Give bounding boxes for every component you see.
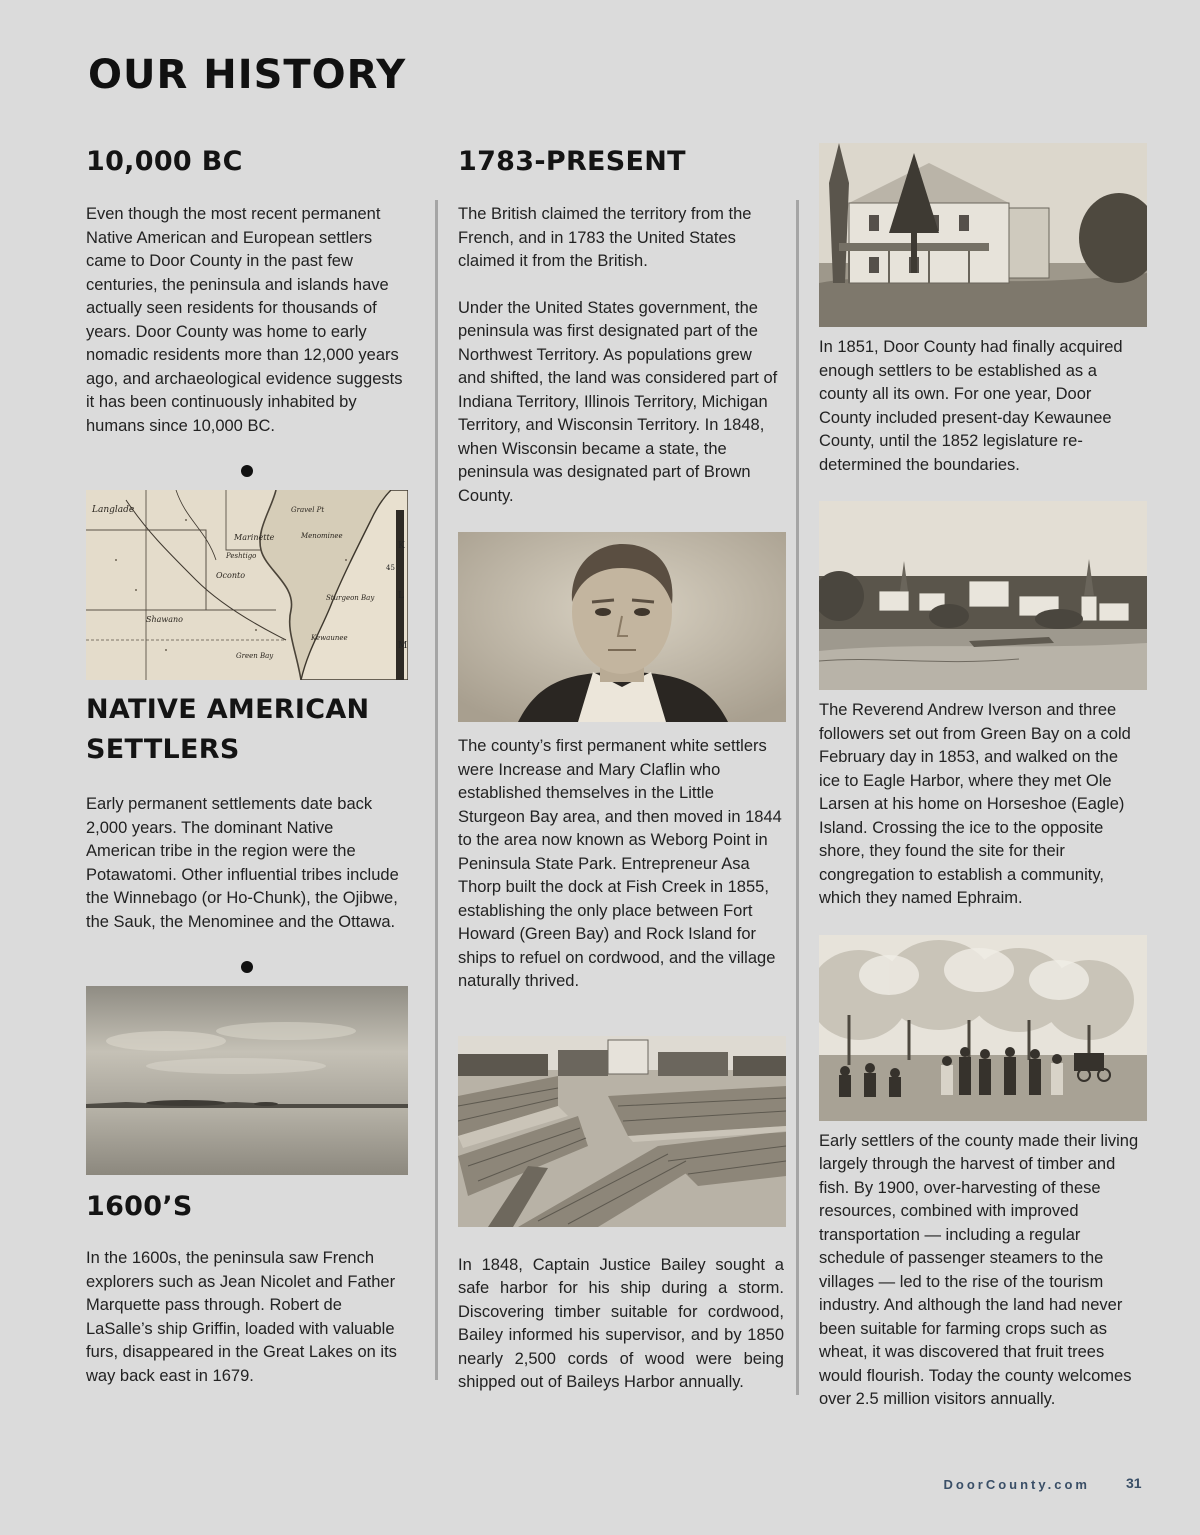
footer-website[interactable]: DoorCounty.com: [943, 1477, 1090, 1492]
page-title: OUR HISTORY: [88, 52, 407, 98]
lake-shore-photo: [86, 986, 408, 1175]
claflin-portrait-photo: [458, 532, 786, 722]
map-label: Gravel Pt: [291, 506, 325, 514]
caption-bailey: In 1848, Captain Justice Bailey sought a safe harbor for his ship during a storm. Discovering timber suitable for cordwood, Bailey informed his supervisor, and by 1850 nearly 2,500 cords of wood were being shipped out of Baileys Harbor annually.: [458, 1255, 784, 1391]
heading-line: NATIVE AMERICAN: [86, 694, 370, 725]
map-label: Peshtigo: [226, 552, 257, 560]
caption-claflin: The county’s first permanent white settlers were Increase and Mary Claflin who established themselves in the Little Sturgeon Bay area, and then moved in 1844 to the area now known as Weborg Point in Peninsula State Park. Entrepreneur Asa Thorp built the dock at Fish Creek in 1855, establishing the only place between Fort Howard (Green Bay) and Rock Island for ships to refuel on cordwood, and the village naturally thrived.: [458, 737, 782, 990]
section-text-10000bc: Even though the most recent permanent Native American and European settlers came to Door County in the past few centuries, the peninsula and islands have actually seen residents for thousands of years. Door County was home to early nomadic residents more than 12,000 years ago, and archaeological evidence suggests it has been continuously inhabited by humans since 10,000 BC.: [86, 205, 403, 435]
caption-county-established: In 1851, Door County had finally acquired enough settlers to be established as a county all its own. For one year, Door County included present-day Kewaunee County, until the 1852 legislature re-determined the boundaries.: [819, 338, 1123, 474]
column-left: [86, 140, 408, 1388]
cordwood-stacks-photo: [458, 1036, 786, 1227]
page-number: 31: [1126, 1475, 1142, 1491]
farmhouse-photo: [819, 143, 1147, 327]
map-grid-label: 45: [386, 564, 395, 572]
map-label: Kewaunee: [311, 634, 348, 642]
map-label: Marinette: [234, 533, 275, 542]
map-grid-label: K: [398, 541, 405, 551]
caption-tourism: Early settlers of the county made their living largely through the harvest of timber and fish. By 1900, over-harvesting of these resources, combined with improved transportation — including a regular schedule of passenger steamers to the villages — led to the rise of the tourism industry. And although the land had never been suitable for farming crops such as wheat, it was discovered that fruit trees would flourish. Today the county welcomes over 2.5 million visitors annually.: [819, 1131, 1139, 1408]
bullet-separator: [241, 465, 253, 477]
section-heading-native-american: [86, 690, 408, 770]
bullet-separator: [241, 961, 253, 973]
map-label: Menominee: [301, 532, 343, 540]
historic-map-image: [86, 490, 408, 680]
heading-line: SETTLERS: [86, 734, 240, 765]
map-grid-label: M: [398, 641, 408, 651]
column-right: [819, 143, 1147, 1412]
section-heading-1600s: 1600’S: [86, 1191, 193, 1222]
section-text-native-american: Early permanent settlements date back 2,000 years. The dominant Native American tribe in the region were the Potawatomi. Other influential tribes include the Winnebago (or Ho-Chunk), the Ojibwe, the Sauk, the Menominee and the Ottawa.: [86, 795, 399, 931]
section-text-1600s: In the 1600s, the peninsula saw French explorers such as Jean Nicolet and Father Marquette pass through. Robert de LaSalle’s ship Griffin, loaded with valuable furs, disappeared in the Great Lakes on its way back east in 1679.: [86, 1249, 397, 1385]
column-divider-right: [796, 200, 799, 1395]
map-label: Oconto: [216, 571, 246, 580]
orchard-settlers-photo: [819, 935, 1147, 1121]
map-label: Green Bay: [236, 652, 274, 660]
column-middle: [458, 140, 786, 1395]
map-label: Langlade: [92, 505, 135, 515]
map-label: Shawano: [146, 615, 183, 624]
map-label: Sturgeon Bay: [326, 594, 375, 602]
section-heading-10000bc: 10,000 BC: [86, 146, 243, 177]
map-grid-label: L: [398, 591, 404, 601]
section-heading-1783-present: 1783-PRESENT: [458, 146, 686, 177]
column-divider-left: [435, 200, 438, 1380]
section-text-1783-intro: The British claimed the territory from the French, and in 1783 the United States claimed it from the British.: [458, 205, 752, 270]
ephraim-village-photo: [819, 501, 1147, 690]
caption-ephraim: The Reverend Andrew Iverson and three followers set out from Green Bay on a cold February day in 1853, and walked on the ice to Eagle Harbor, where they met Ole Larsen at his home on Horseshoe (Eagle) Island. Crossing the ice to the opposite shore, they found the site for their congregation to establish a community, which they named Ephraim.: [819, 701, 1131, 907]
section-text-1783-territory: Under the United States government, the peninsula was first designated part of the Northwest Territory. As populations grew and shifted, the land was considered part of Indiana Territory, Illinois Territory, Michigan Territory, and Wisconsin Territory. In 1848, when Wisconsin became a state, the peninsula was designated part of Brown County.: [458, 298, 778, 505]
